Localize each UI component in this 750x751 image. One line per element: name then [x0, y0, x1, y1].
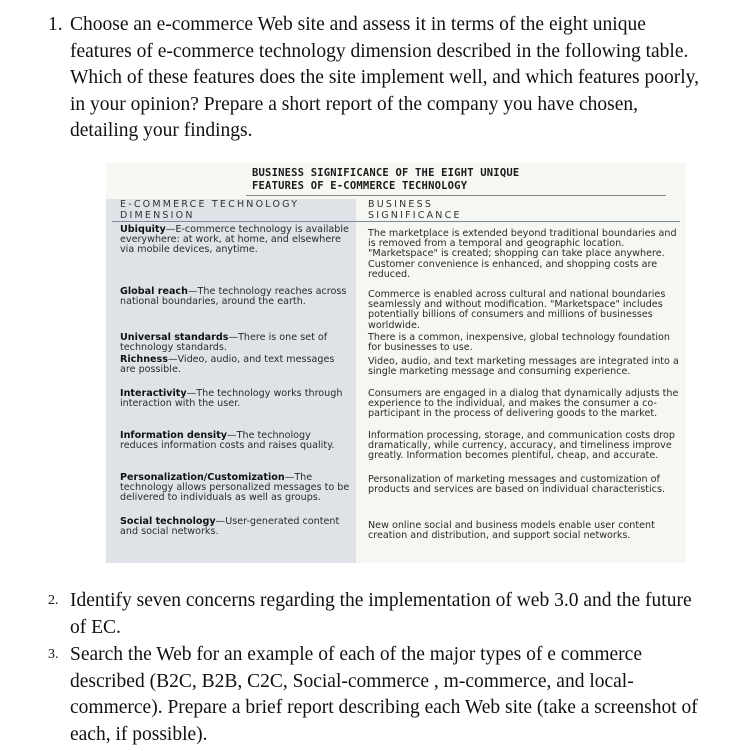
- dimension-global-reach: [120, 287, 350, 307]
- significance-richness: Video, audio, and text marketing messages are integrated into a single marketing message and consuming experience.: [368, 356, 679, 378]
- term-universal-standards: Universal standards: [120, 332, 229, 343]
- term-richness: Richness: [120, 354, 168, 365]
- question-3-number: 3.: [48, 647, 59, 662]
- dimension-ubiquity: [120, 225, 350, 256]
- significance-information-density: Information processing, storage, and communication costs drop dramatically, while currency, accuracy, and timeliness improve greatly. Information becomes plentiful, cheap, and accurate.: [368, 430, 676, 462]
- desc-social-technology: —User-generated content and social networks.: [120, 516, 340, 538]
- desc-richness: —Video, audio, and text messages are possible.: [120, 354, 335, 376]
- question-2: [48, 588, 708, 641]
- question-1: [48, 12, 708, 145]
- features-table-image: [106, 163, 686, 563]
- header-significance: [368, 199, 462, 221]
- question-1-number: 1.: [48, 14, 63, 35]
- term-information-density: Information density: [120, 430, 228, 441]
- term-personalization: Personalization/Customization: [120, 472, 285, 483]
- question-3-text: Search the Web for an example of each of the major types of e commerce described (B2C, B2B, C2C, Social-commerce , m-commerce, and local-commerce). Prepare a brief report describing each Web site (take a screenshot of each, if possible).: [70, 644, 698, 745]
- dimension-universal-standards: [120, 333, 350, 353]
- significance-ubiquity: The marketplace is extended beyond traditional boundaries and is removed from a temporal and geographic location. "Marketspace" is created; shopping can take place anywhere. Customer convenience is enhanced, and shopping costs are reduced.: [368, 228, 677, 280]
- question-3: [48, 642, 708, 748]
- table-title-line-1: BUSINESS SIGNIFICANCE OF THE EIGHT UNIQUE: [252, 167, 520, 179]
- desc-universal-standards: —There is one set of technology standards.: [120, 332, 328, 354]
- desc-global-reach: —The technology reaches across national boundaries, around the earth.: [120, 286, 347, 308]
- features-table: [106, 199, 686, 563]
- desc-ubiquity: —E-commerce technology is available everywhere: at work, at home, and elsewhere via mobile devices, anytime.: [120, 224, 349, 256]
- term-social-technology: Social technology: [120, 516, 216, 527]
- question-2-number: 2.: [48, 593, 59, 608]
- desc-information-density: —The technology reduces information costs and raises quality.: [120, 430, 335, 452]
- header-dimension: [120, 199, 299, 221]
- dimension-interactivity: [120, 389, 350, 409]
- header-significance-line-1: BUSINESS: [368, 199, 434, 210]
- table-title-line-2: FEATURES OF E-COMMERCE TECHNOLOGY: [252, 180, 468, 192]
- header-divider: [112, 221, 680, 222]
- significance-personalization: Personalization of marketing messages and customization of products and services are based on individual characteristics.: [368, 474, 665, 496]
- dimension-personalization: [120, 473, 350, 504]
- dimension-richness: [120, 355, 350, 375]
- table-title: [252, 167, 632, 193]
- header-dimension-line-1: E-COMMERCE TECHNOLOGY: [120, 199, 300, 210]
- significance-social-technology: New online social and business models enable user content creation and distribution, and support social networks.: [368, 520, 655, 542]
- question-1-text: Choose an e-commerce Web site and assess it in terms of the eight unique features of e-commerce technology dimension described in the following table. Which of these features does the site implement well, and which features poorly, in your opinion? Prepare a short report of the company you have chosen, detailing your findings.: [70, 14, 700, 141]
- significance-universal-standards: There is a common, inexpensive, global technology foundation for businesses to use.: [368, 332, 671, 354]
- term-interactivity: Interactivity: [120, 388, 187, 399]
- significance-interactivity: Consumers are engaged in a dialog that dynamically adjusts the experience to the individual, and makes the consumer a co-participant in the process of delivering goods to the market.: [368, 388, 679, 420]
- header-dimension-line-2: DIMENSION: [120, 210, 195, 221]
- term-ubiquity: Ubiquity: [120, 224, 166, 235]
- header-significance-line-2: SIGNIFICANCE: [368, 210, 462, 221]
- dimension-information-density: [120, 431, 350, 451]
- desc-interactivity: —The technology works through interaction with the user.: [120, 388, 343, 410]
- question-2-text: Identify seven concerns regarding the implementation of web 3.0 and the future of EC.: [70, 590, 692, 638]
- title-divider: [246, 195, 666, 196]
- desc-personalization: —The technology allows personalized messages to be delivered to individuals as well as groups.: [120, 472, 350, 504]
- dimension-social-technology: [120, 517, 350, 537]
- term-global-reach: Global reach: [120, 286, 188, 297]
- significance-global-reach: Commerce is enabled across cultural and national boundaries seamlessly and without modification. "Marketspace" includes potentially billions of consumers and millions of businesses worldwide.: [368, 289, 666, 331]
